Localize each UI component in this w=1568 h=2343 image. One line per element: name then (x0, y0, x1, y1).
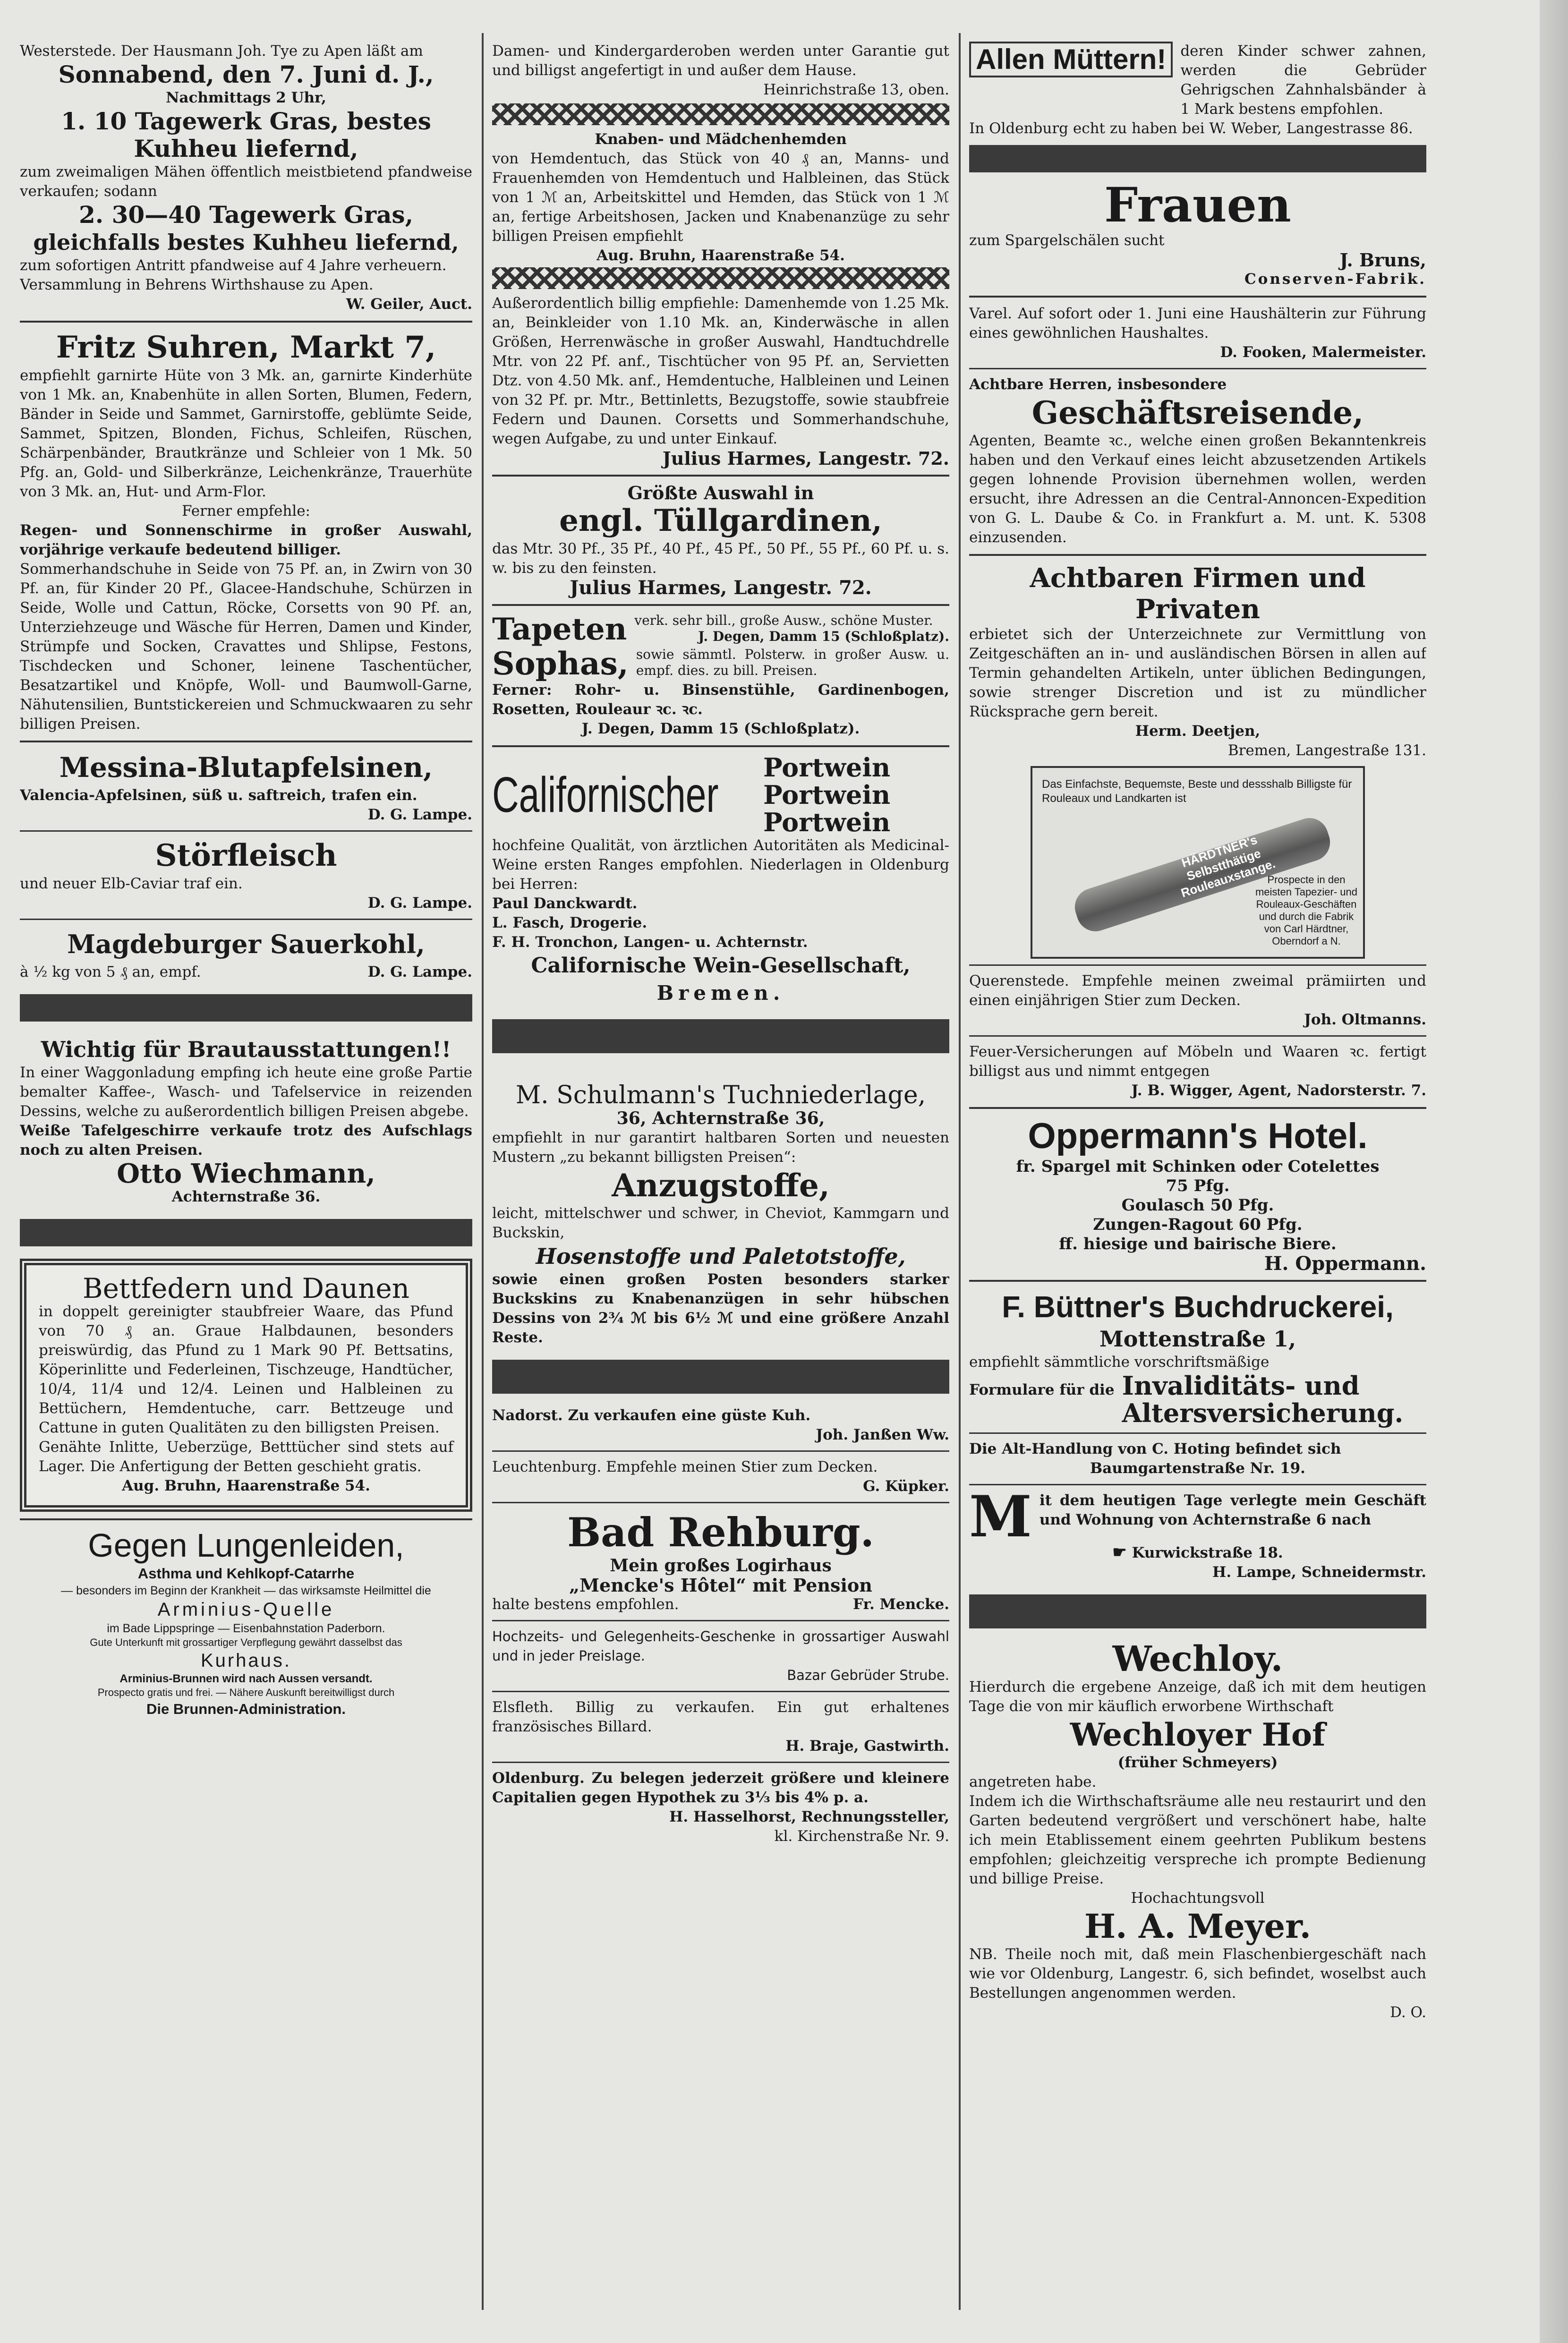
ad-text: Leuchtenburg. Empfehle meinen Stier zum Decken. (492, 1458, 878, 1475)
ad-signature: Joh. Oltmanns. (1304, 1011, 1426, 1028)
ad-harmes-waesche (492, 294, 949, 468)
ad-schulmann (492, 1082, 949, 1347)
ad-text: Formulare für die (969, 1381, 1115, 1398)
ad-text: erbietet sich der Unterzeichnete zur Vermittlung von Zeitgeschäften an in- und ausländischen Börsen in allen auf Termin gehandelten Artikeln, unter üblichen Bedingungen, sowie strenger Discretion und ist zu mündlicher Rücksprache gern bereit. (969, 626, 1426, 720)
ad-signature: Joh. Janßen Ww. (816, 1426, 949, 1443)
ad-item: 2. 30—40 Tagewerk Gras, (78, 201, 413, 229)
black-bar (969, 145, 1426, 172)
ornament-border (492, 103, 949, 125)
ad-title: Störfleisch (155, 838, 337, 873)
ad-text: Nadorst. Zu verkaufen eine güste Kuh. (492, 1407, 811, 1424)
ad-text: „Mencke's Hôtel“ mit Pension (569, 1575, 872, 1596)
ad-text: Damen- und Kindergarderoben werden unter Garantie gut und billigst angefertigt in und außer dem Hause. (492, 43, 949, 79)
ad-text: Achtbare Herren, insbesondere (969, 376, 1227, 393)
ad-text: zum sofortigen Antritt pfandweise auf 4 Jahre verheuern. (20, 257, 447, 274)
ad-hoting (969, 1440, 1426, 1478)
ad-text: Prospecte in den meisten Tapezier- und Rouleaux-Geschäften und durch die Fabrik von Carl Härdtner, Oberndorf a N. (1255, 874, 1358, 947)
ad-subtitle: Conserven-Fabrik. (1244, 271, 1426, 288)
ad-subtitle: (früher Schmeyers) (1117, 1754, 1278, 1771)
ad-degen (492, 613, 949, 739)
ad-varel (969, 304, 1426, 362)
ad-signature: J. B. Wigger, Agent, Nadorsterstr. 7. (1131, 1082, 1426, 1099)
ad-signature: G. Küpker. (863, 1478, 949, 1495)
column-rule (959, 33, 961, 2310)
ad-menu: fr. Spargel mit Schinken oder Cotelettes (1016, 1157, 1380, 1176)
ad-title: Oppermann's Hotel. (1028, 1116, 1368, 1156)
ad-sauerkohl (20, 926, 472, 982)
ad-oppermann (969, 1116, 1426, 1273)
divider (492, 745, 949, 747)
ad-title: Sophas, (492, 645, 629, 682)
ad-address: 36, Achternstraße 36, (616, 1108, 825, 1128)
ad-text: Feuer-Versicherungen auf Möbeln und Waaren ꝛc. fertigt billigst aus und nimmt entgegen (969, 1043, 1426, 1080)
page-edge (1540, 0, 1568, 2343)
ad-knaben (492, 103, 949, 289)
divider (20, 321, 472, 323)
pointing-hand-icon: ☛ (1112, 1543, 1127, 1562)
divider (969, 1035, 1426, 1037)
ad-signature: H. A. Meyer. (1084, 1907, 1311, 1946)
ad-rehburg (492, 1509, 949, 1614)
ad-address (969, 1543, 1426, 1563)
ad-reisende (969, 375, 1426, 547)
ad-dealer: Paul Danckwardt. (492, 895, 638, 912)
ad-text: à ½ kg von 5 ₰ an, empf. (20, 963, 201, 980)
ad-text: Indem ich die Wirthschaftsräume alle neu restaurirt und den Garten bedeutend vergrößert und verschönert habe, halte ich mein Etablissement einem geehrten Publikum bestens empfohlen; gleichzeitig verspreche ich prompte Bedienung und billige Preise. (969, 1793, 1426, 1887)
divider (492, 1762, 949, 1763)
ad-title: Knaben- und Mädchenhemden (595, 131, 847, 148)
divider (492, 1691, 949, 1692)
ad-text: zum zweimaligen Mähen öffentlich meistbietend pfandweise verkaufen; sodann (20, 163, 472, 200)
ad-signature: Bazar Gebrüder Strube. (787, 1667, 949, 1683)
ornament-border (492, 267, 949, 289)
ad-text: Ferner: Rohr- u. Binsenstühle, Gardinenbogen, Rosetten, Rouleaur ꝛc. ꝛc. (492, 682, 949, 718)
ad-signature: H. Oppermann. (1264, 1252, 1426, 1275)
divider (969, 368, 1426, 369)
ad-stoer (20, 837, 472, 913)
ad-portwein: Portwein (763, 780, 891, 810)
ad-text: das Mtr. 30 Pf., 35 Pf., 40 Pf., 45 Pf., 50 Pf., 55 Pf., 60 Pf. u. s. w. bis zu den feinsten. (492, 540, 949, 577)
ad-text: Genähte Inlitte, Ueberzüge, Betttücher sind stets auf Lager. Die Anfertigung der Betten geschieht gratis. (39, 1439, 453, 1475)
ad-text: hochfeine Qualität, von ärztlichen Autoritäten als Medicinal-Weine ersten Ranges empfohlen. Niederlagen in Oldenburg bei Herren: (492, 837, 949, 893)
ad-hasselhorst (492, 1769, 949, 1846)
ad-text: Die Alt-Handlung von C. Hoting befindet sich (969, 1440, 1341, 1457)
divider (969, 1107, 1426, 1109)
ad-title: M. Schulmann's Tuchniederlage, (515, 1081, 926, 1109)
ad-signature: J. Degen, Damm 15 (Schloßplatz). (581, 720, 860, 737)
ad-title: Größte Auswahl in (627, 482, 814, 503)
column-rule (482, 33, 484, 2310)
ad-title: Californischer (492, 767, 719, 823)
ad-brautausstattung (20, 1036, 472, 1207)
ad-signature: H. Hasselhorst, Rechnungssteller, (669, 1808, 949, 1825)
ad-text: zum Spargelschälen sucht (969, 232, 1165, 249)
ad-title: Bettfedern und Daunen (82, 1272, 410, 1304)
ad-nadorst (492, 1406, 949, 1445)
ad-text: Elsfleth. Billig zu verkaufen. Ein gut erhaltenes französisches Billard. (492, 1699, 949, 1735)
ad-text: empfiehlt sämmtliche vorschriftsmäßige (969, 1354, 1270, 1371)
ad-signature: D. Fooken, Malermeister. (1220, 344, 1426, 361)
ad-title: Gegen Lungenleiden, (88, 1527, 404, 1564)
ad-title: Bad Rehburg. (567, 1509, 874, 1556)
ad-signature: Julius Harmes, Langestr. 72. (570, 577, 872, 599)
ad-deetjen (969, 562, 1426, 760)
ad-title: Tapeten (492, 612, 627, 647)
ad-text: Varel. Auf sofort oder 1. Juni eine Haushälterin zur Führung eines gewöhnlichen Haushaltes. (969, 305, 1426, 341)
ad-damen (492, 42, 949, 100)
ad-address: Baumgartenstraße Nr. 19. (1090, 1460, 1305, 1477)
divider (492, 475, 949, 477)
ad-text: HÄRDTNER's Selbstthätige Rouleauxstange. (1179, 832, 1277, 900)
ad-initial: M (969, 1483, 1032, 1550)
ad-frauen (969, 179, 1426, 289)
ad-title: Messina-Blutapfelsinen, (59, 751, 433, 784)
ad-signature: D. G. Lampe. (367, 895, 472, 912)
rouleau-illustration (1031, 766, 1365, 959)
ad-title: F. Büttner's Buchdruckerei, (1002, 1290, 1394, 1324)
ad-title: Wichtig für Brautausstattungen!! (41, 1037, 452, 1062)
ad-leuchtenburg (492, 1457, 949, 1496)
ad-text: im Bade Lippspringe — Eisenbahnstation Paderborn. (107, 1622, 385, 1635)
ad-item: gleichfalls bestes Kuhheu liefernd, (33, 230, 459, 255)
ad-querenstede (969, 971, 1426, 1030)
divider (492, 604, 949, 606)
ad-address: Heinrichstraße 13, oben. (763, 81, 949, 98)
divider (492, 1502, 949, 1503)
ad-dealer: F. H. Tronchon, Langen- u. Achternstr. (492, 934, 808, 951)
black-bar (20, 994, 472, 1022)
ad-text: Das Einfachste, Bequemste, Beste und dessshalb Billigste für Rouleaux und Landkarten ist (1042, 778, 1352, 805)
ad-hof: Wechloyer Hof (1070, 1716, 1326, 1753)
ad-anzugstoffe: Anzugstoffe, (612, 1167, 830, 1204)
black-bar (492, 1019, 949, 1053)
ad-text: Westerstede. Der Hausmann Joh. Tye zu Apen läßt am (20, 43, 423, 60)
ad-text: it dem heutigen Tage verlegte mein Geschäft und Wohnung von Achternstraße 6 nach (1039, 1492, 1426, 1528)
ad-text: Prospecto gratis und frei. — Nähere Auskunft bereitwilligst durch (97, 1687, 395, 1698)
ad-menu: 75 Pfg. (1166, 1176, 1230, 1195)
ad-text: Arminius-Brunnen wird nach Aussen versandt. (119, 1672, 373, 1685)
divider (969, 1484, 1426, 1485)
ad-item: 1. 10 Tagewerk Gras, bestes (61, 107, 431, 135)
ad-bazar (492, 1627, 949, 1685)
divider (20, 1518, 472, 1520)
divider (20, 741, 472, 742)
ad-text: In einer Waggonladung empfing ich heute eine große Partie bemalter Kaffee-, Wasch- und Tafelservice in reizenden Dessins, welche zu außerordentlich billigen Preisen abgebe. (20, 1064, 472, 1120)
ad-dealer: L. Fasch, Drogerie. (492, 914, 648, 931)
ad-title: Frauen (1104, 177, 1291, 233)
ad-text: — besonders im Beginn der Krankheit — das wirksamste Heilmittel die (61, 1584, 431, 1597)
ad-elsfleth (492, 1698, 949, 1756)
ad-text: Hierdurch die ergebene Anzeige, daß ich mit dem heutigen Tage die von mir käuflich erworbene Wirthschaft (969, 1678, 1426, 1715)
ad-text: Agenten, Beamte ꝛc., welche einen großen Bekanntenkreis haben und den Verkauf eines leicht abzusetzenden Artikels gegen lohnende Provision übernehmen wollen, werden ersucht, ihre Adressen an die Central-Annoncen-Expedition von G. L. Daube & Co. in Frankfurt a. M. unt. K. 5308 einzusenden. (969, 432, 1426, 546)
ad-text: Valencia-Apfelsinen, süß u. saftreich, trafen ein. (20, 787, 418, 804)
ad-signature: Herm. Deetjen, (1135, 723, 1261, 740)
ad-text: halte bestens empfohlen. (492, 1596, 679, 1613)
divider (969, 296, 1426, 298)
column-3 (969, 42, 1426, 2300)
ad-menu: ff. hiesige und bairische Biere. (1059, 1235, 1337, 1253)
ad-title: Fritz Suhren, Markt 7, (56, 330, 436, 365)
ad-signature: H. Braje, Gastwirth. (785, 1738, 949, 1755)
ad-lungenleiden (20, 1527, 472, 1719)
ad-text: und neuer Elb-Caviar traf ein. (20, 875, 243, 892)
divider (20, 830, 472, 832)
ad-time: Nachmittags 2 Uhr, (166, 89, 326, 106)
ad-portwein: Portwein (763, 807, 891, 837)
ad-title: Magdeburger Sauerkohl, (67, 929, 425, 959)
ad-hosenstoffe: Hosenstoffe und Paletotstoffe, (536, 1244, 906, 1269)
ad-buettner (969, 1288, 1426, 1427)
ad-lampe (969, 1483, 1426, 1582)
ad-address: Mottenstraße 1, (1099, 1326, 1296, 1352)
ad-name: Otto Wiechmann, (117, 1158, 375, 1189)
ad-text: Gute Unterkunft mit grossartiger Verpflegung gewährt dasselbst das (90, 1636, 402, 1648)
divider (969, 1280, 1426, 1282)
ad-text: sowie einen großen Posten besonders starker Buckskins zu Knabenanzügen in sehr hübschen Dessins von 2¾ ℳ bis 6½ ℳ und eine größere Anzahl Reste. (492, 1271, 949, 1346)
ad-text: Querenstede. Empfehle meinen zweimal prämiirten und einen einjährigen Stier zum Decken. (969, 972, 1426, 1009)
ad-address-text: Kurwickstraße 18. (1132, 1544, 1283, 1561)
ad-westerstede (20, 42, 472, 314)
ad-subtitle: Asthma und Kehlkopf-Catarrhe (137, 1565, 355, 1582)
divider (492, 1450, 949, 1452)
ad-text: empfiehlt garnirte Hüte von 3 Mk. an, garnirte Kinderhüte von 1 Mk. an, Knabenhüte in allen Sorten, Blumen, Federn, Bänder in Seide und Sammet, Garnirstoffe, geblümte Seide, Sammet, Spitzen, Blonden, Fichus, Schleifen, Rüschen, Schärpenbänder, Brautkränze und Schleier von 1 Mk. 50 Pfg. an, Gold- und Silberkränze, Leichenkränze, Trauerhüte von 3 Mk. an, Hut- und Arm-Flor. (20, 367, 472, 500)
ad-suhren (20, 329, 472, 734)
ad-signature: Fr. Mencke. (853, 1596, 949, 1613)
ad-signature: Aug. Bruhn, Haarenstraße 54. (597, 247, 845, 264)
ad-quelle: Arminius-Quelle (157, 1599, 335, 1620)
ad-signature: H. Lampe, Schneidermstr. (1212, 1564, 1426, 1581)
ad-signature: J. Bruns, (1339, 249, 1426, 271)
column-2 (492, 42, 949, 2300)
ad-address: Achternstraße 36. (171, 1188, 321, 1205)
ad-wechloy (969, 1641, 1426, 2022)
ad-text: angetreten habe. (969, 1773, 1097, 1790)
ad-text: deren Kinder schwer zahnen, werden die Gebrüder Gehrigschen Zahnhalsbänder à 1 Mark bestens empfohlen. (1180, 43, 1426, 118)
ad-text: leicht, mittelschwer und schwer, in Cheviot, Kammgarn und Buckskin, (492, 1205, 949, 1241)
ad-address: kl. Kirchenstraße Nr. 9. (774, 1828, 949, 1845)
ad-title: Allen Müttern! (969, 42, 1173, 77)
black-bar (20, 1219, 472, 1246)
ad-title: Invaliditäts- und Altersversicherung. (1122, 1371, 1404, 1428)
ad-text: Versammlung in Behrens Wirthshause zu Apen. (20, 276, 374, 293)
ad-harmes-gardinen (492, 483, 949, 597)
ad-text: in doppelt gereinigter staubfreier Waare, das Pfund von 70 ₰ an. Graue Halbdaunen, besonders preiswürdig, das Pfund zu 1 Mark 90 Pf. Bettsatins, Köperinlitte und Federleinen, Tischzeuge, Handtücher, 10/4, 11/4 und 12/4. Leinen und Halbleinen zu Bettüchern, Hemdentuche, carr. Bettzeuge und Cattune in guten Qualitäten zu den billigsten Preisen. (39, 1303, 453, 1436)
ad-signature: Californische Wein-Gesellschaft, (531, 954, 911, 978)
ad-menu: Goulasch 50 Pfg. (1121, 1196, 1274, 1215)
ad-text: sowie sämmtl. Polsterw. in großer Ausw. u. empf. dies. zu bill. Preisen. (636, 647, 949, 678)
ad-text: Hochzeits- und Gelegenheits-Geschenke in grossartiger Auswahl und in jeder Preislage. (492, 1628, 949, 1664)
ad-text: Hochachtungsvoll (1131, 1890, 1265, 1907)
ad-title: Wechloy. (1112, 1639, 1283, 1679)
ad-city: Bremen. (656, 981, 785, 1005)
ad-signature: D. G. Lampe. (367, 963, 472, 980)
divider (969, 554, 1426, 556)
ad-title: Geschäftsreisende, (1031, 394, 1364, 431)
ad-messina (20, 749, 472, 825)
ad-californischer (492, 754, 949, 1007)
ad-allen-muettern (969, 42, 1426, 138)
black-bar (492, 1360, 949, 1394)
ad-text: verk. sehr bill., große Ausw., schöne Muster. (634, 613, 933, 628)
ad-menu: Zungen-Ragout 60 Pfg. (1093, 1215, 1303, 1234)
ad-title: Achtbaren Firmen und Privaten (1030, 562, 1366, 625)
ad-signature: W. Geiler, Auct. (346, 296, 472, 313)
ad-kurhaus: Kurhaus. (200, 1650, 292, 1671)
ad-text: In Oldenburg echt zu haben bei W. Weber, Langestrasse 86. (969, 120, 1413, 137)
ad-text: NB. Theile noch mit, daß mein Flaschenbiergeschäft nach wie vor Oldenburg, Langestr. 6, sich befindet, woselbst auch Bestellungen angenommen werden. (969, 1946, 1426, 2002)
ad-bettfedern (20, 1259, 472, 1512)
ad-signature: Julius Harmes, Langestr. 72. (662, 448, 949, 469)
ad-signature: Aug. Bruhn, Haarenstraße 54. (122, 1477, 370, 1494)
ad-text: Weiße Tafelgeschirre verkaufe trotz des Aufschlags noch zu alten Preisen. (20, 1122, 472, 1159)
ad-wigger (969, 1042, 1426, 1100)
divider (969, 1432, 1426, 1434)
ad-portwein: Portwein (763, 752, 891, 783)
ad-title: engl. Tüllgardinen, (559, 503, 882, 538)
ad-address: Bremen, Langestraße 131. (1227, 742, 1426, 759)
ad-item: Kuhheu liefernd, (134, 135, 358, 162)
ad-text: Sommerhandschuhe in Seide von 75 Pf. an, in Zwirn von 30 Pf. an, für Kinder 20 Pf., Glacee-Handschuhe, Schürzen in Seide, Wolle und Cattun, Röcke, Corsetts von 90 Pf. an, Unterziehzeuge und Wäsche für Herren, Damen und Kinder, Strümpfe und Socken, Cravattes und Shlipse, Festons, Tischdecken und Schoner, leinene Taschentücher, Besatzartikel und Knöpfe, Woll- und Baumwoll-Garne, Nähutensilien, Buntstickereien und Schmuckwaaren zu sehr billigen Preisen. (20, 561, 472, 733)
ad-text: von Hemdentuch, das Stück von 40 ₰ an, Manns- und Frauenhemden von Hemdentuch und Halbleinen, das Stück von 1 ℳ an, Arbeitskittel und Hemden, das Stück von 1 ℳ an, fertige Arbeitshosen, Jacken und Knabenanzüge zu sehr billigen Preisen empfiehlt (492, 150, 949, 245)
ad-signature: Die Brunnen-Administration. (146, 1701, 346, 1717)
ad-text: empfiehlt in nur garantirt haltbaren Sorten und neuesten Mustern „zu bekannt billigsten Preisen“: (492, 1129, 949, 1166)
ad-text: Oldenburg. Zu belegen jederzeit größere und kleinere Capitalien gegen Hypothek zu 3⅓ bis 4% p. a. (492, 1770, 949, 1806)
divider (969, 964, 1426, 966)
ad-signature: D. G. Lampe. (367, 806, 472, 823)
black-bar (969, 1594, 1426, 1628)
divider (20, 919, 472, 920)
ad-text: Außerordentlich billig empfiehle: Damenhemde von 1.25 Mk. an, Beinkleider von 1.10 Mk. an, Kinderwäsche in allen Größen, Herrenwäsche in großer Auswahl, Handtuchdrelle Mtr. von 22 Pf. anf., Tischtücher von 95 Pf. an, Servietten Dtz. von 4.50 Mk. anf., Hemdentuche, Halbleinen und Leinen von 32 Pf. pr. Mtr., Bettinletts, Bezugstoffe, sowie staubfreie Federn und Daunen. Corsetts und Sommerhandschuhe, wegen Aufgabe, zu und unter Einkauf. (492, 295, 949, 447)
ad-text: Mein großes Logirhaus (610, 1556, 832, 1576)
ad-signature: J. Degen, Damm 15 (Schloßplatz). (698, 629, 949, 644)
column-1 (20, 42, 472, 2300)
ad-date: Sonnabend, den 7. Juni d. J., (58, 60, 434, 88)
ad-text: D. O. (1390, 2004, 1426, 2021)
ad-text: Regen- und Sonnenschirme in großer Auswahl, vorjährige verkaufe bedeutend billiger. (20, 522, 472, 558)
ad-text: Ferner empfehle: (181, 503, 311, 520)
divider (492, 1620, 949, 1621)
